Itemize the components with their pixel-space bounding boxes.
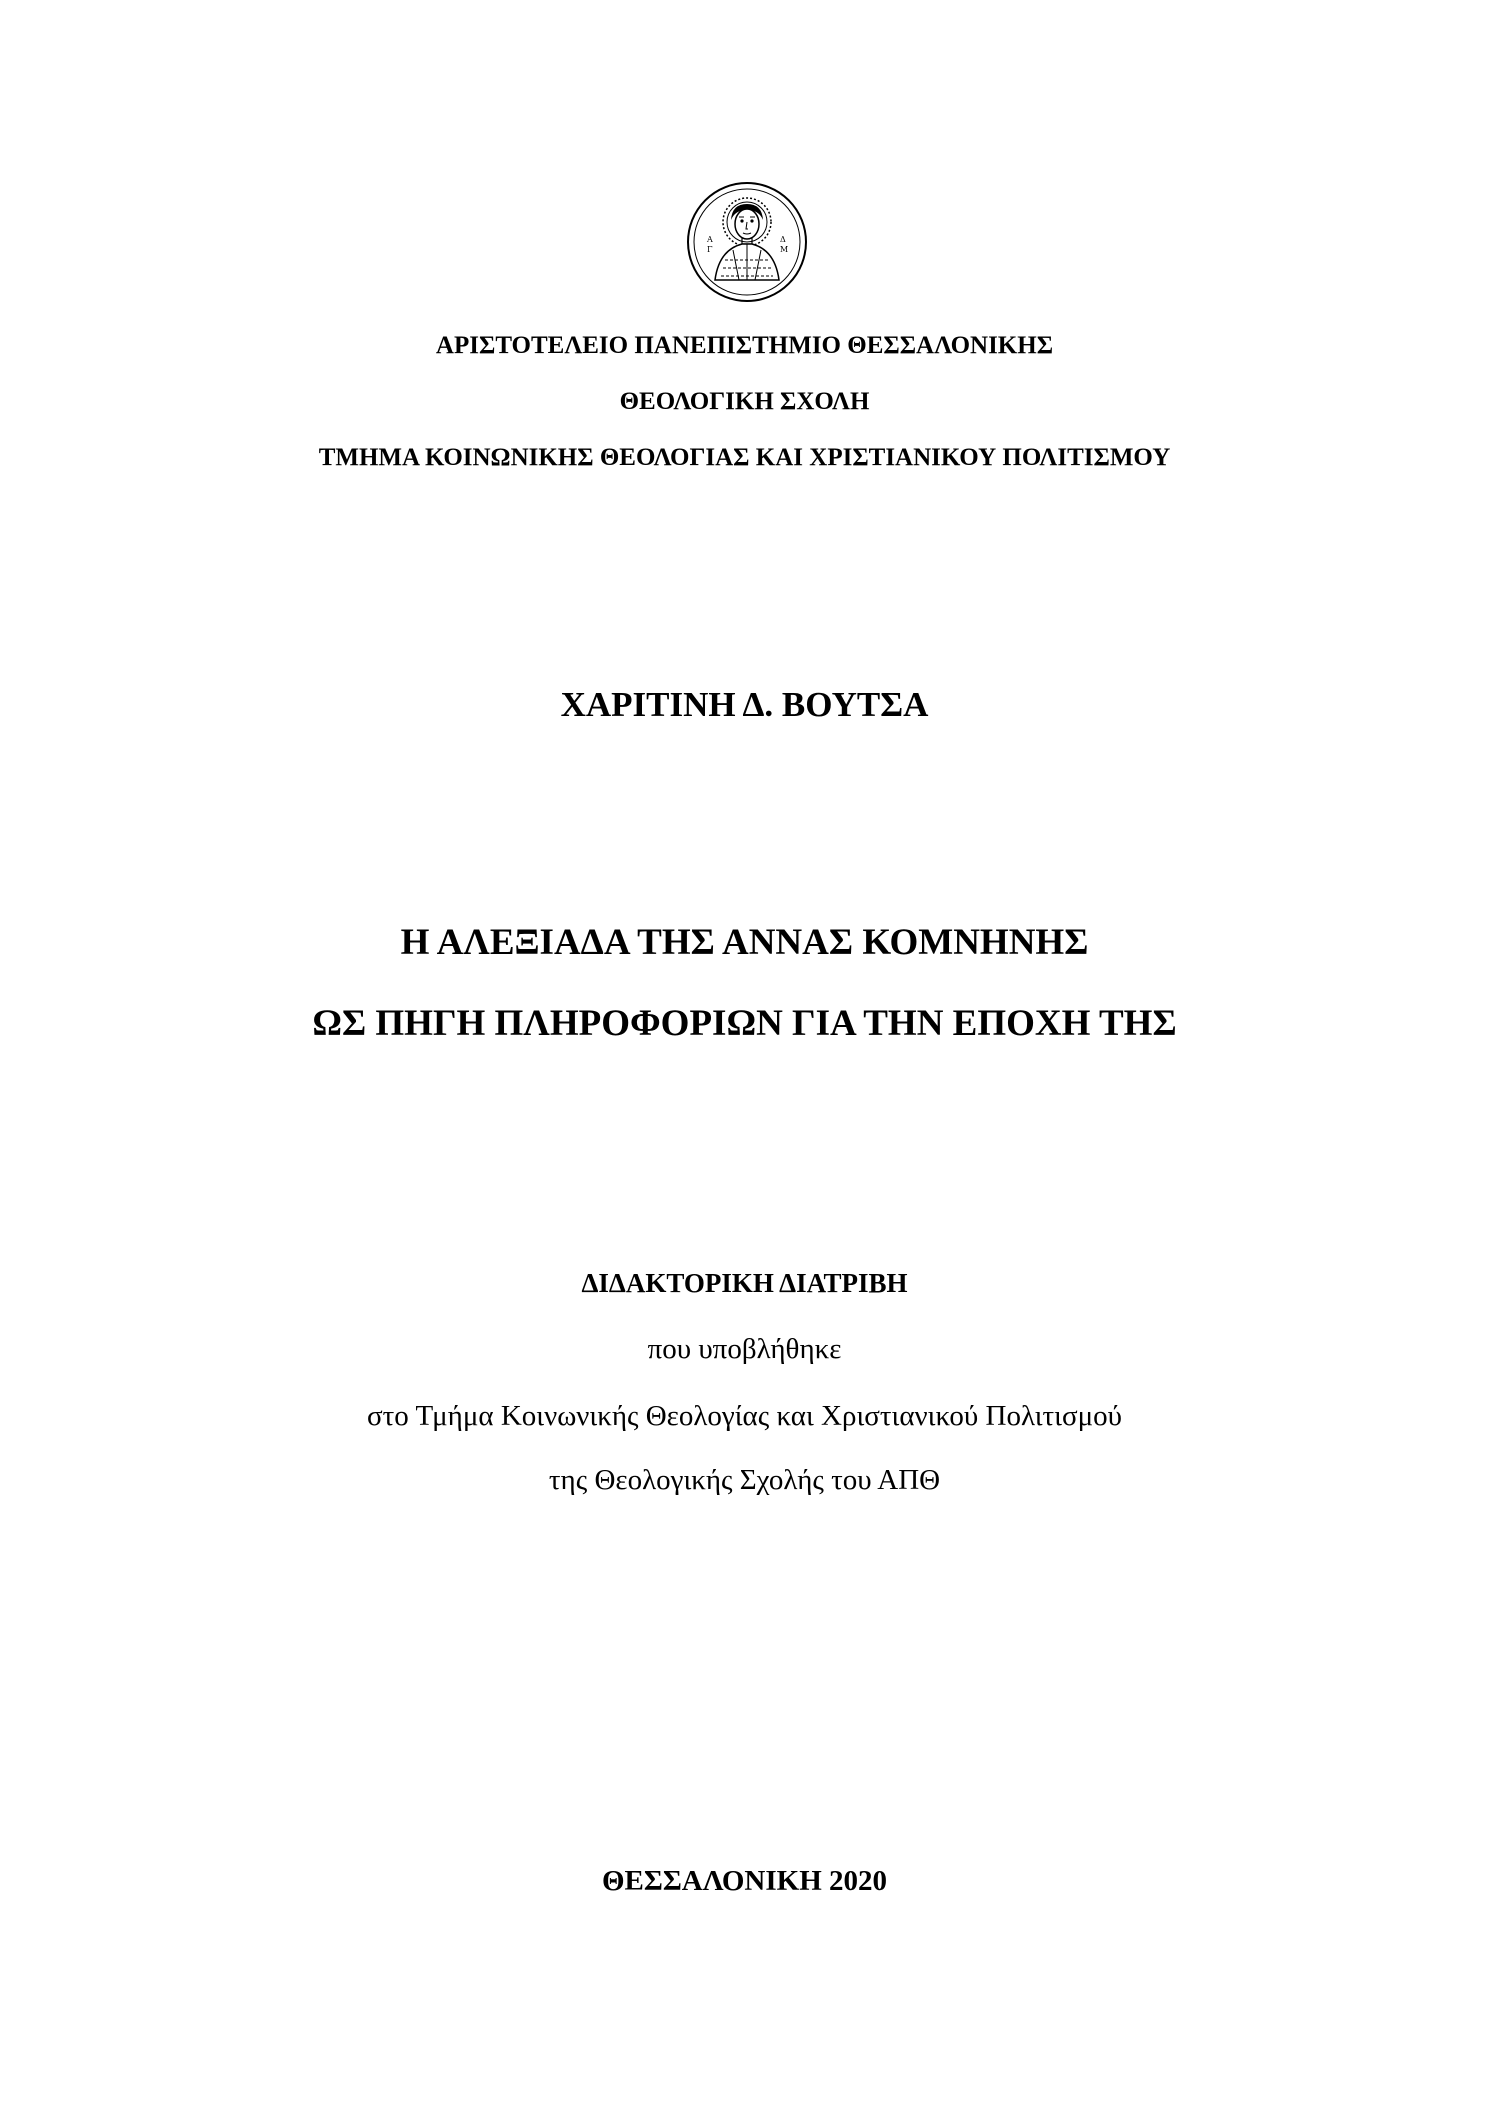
svg-text:Γ: Γ: [707, 245, 713, 254]
department-name: ΤΜΗΜΑ ΚΟΙΝΩΝΙΚΗΣ ΘΕΟΛΟΓΙΑΣ ΚΑΙ ΧΡΙΣΤΙΑΝΙΚΟΥ ΠΟΛΙΤΙΣΜΟΥ: [318, 444, 1171, 471]
university-seal-icon: [685, 180, 809, 304]
svg-text:Α: Α: [707, 235, 713, 244]
thesis-department-line: στο Τμήμα Κοινωνικής Θεολογίας και Χριστιανικού Πολιτισμού: [366, 1400, 1122, 1432]
thesis-title-line-1: Η ΑΛΕΞΙΑΔΑ ΤΗΣ ΑΝΝΑΣ ΚΟΜΝΗΝΗΣ: [400, 922, 1089, 963]
author-name: ΧΑΡΙΤΙΝΗ Δ. ΒΟΥΤΣΑ: [560, 685, 929, 724]
thesis-type: ΔΙΔΑΚΤΟΡΙΚΗ ΔΙΑΤΡΙΒΗ: [581, 1268, 908, 1298]
school-name: ΘΕΟΛΟΓΙΚΗ ΣΧΟΛΗ: [619, 388, 870, 415]
svg-text:Μ: Μ: [780, 245, 789, 254]
university-name: ΑΡΙΣΤΟΤΕΛΕΙΟ ΠΑΝΕΠΙΣΤΗΜΙΟ ΘΕΣΣΑΛΟΝΙΚΗΣ: [435, 332, 1054, 359]
thesis-school-line: της Θεολογικής Σχολής του ΑΠΘ: [548, 1464, 941, 1496]
place-year: ΘΕΣΣΑΛΟΝΙΚΗ 2020: [601, 1865, 887, 1897]
svg-text:Δ: Δ: [780, 235, 786, 244]
thesis-submitted-line: που υποβλήθηκε: [647, 1333, 842, 1365]
thesis-title-line-2: ΩΣ ΠΗΓΗ ΠΛΗΡΟΦΟΡΙΩΝ ΓΙΑ ΤΗΝ ΕΠΟΧΗ ΤΗΣ: [312, 1003, 1177, 1044]
